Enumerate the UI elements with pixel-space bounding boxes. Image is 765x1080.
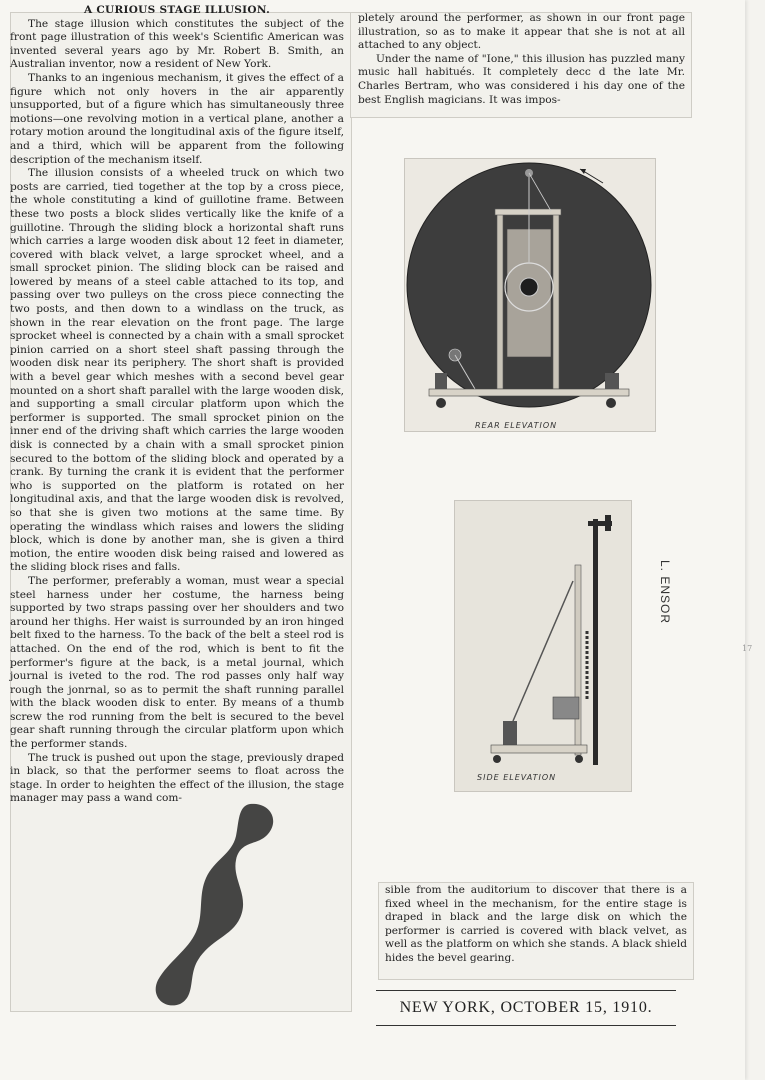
- paragraph-ione: Under the name of "Ione," this illusion has puzzled many music hall habitués. It completely decc d the late Mr. Charles Bertram, who was considered i his day one of the best English magicians. It was impos-: [358, 52, 685, 106]
- paragraph-conclusion: sible from the auditorium to discover that there is a fixed wheel in the mechanism, for the entire stage is draped in black and the large disk on which the performer is carried is covered with black velvet, as well as the platform on which she stands. A black shield hides the bevel gearing.: [385, 884, 687, 964]
- paragraph-intro: The stage illusion which constitutes the subject of the front page illustration of this week's Scientific American was invented several years ago by Mr. Robert B. Smith, an Australian inventor, now a resident of New York.: [10, 17, 344, 71]
- paragraph-harness: The performer, preferably a woman, must wear a special steel harness under her costume, the harness being supported by two straps passing over her shoulders and two around her thighs. Her waist is surrounded by an iron hinged belt fixed to the harness. To the back of the belt a steel rod is attached. On the end of the rod, which is bent to fit the performer's figure at the back, is a metal journal, which journal is iveted to the rod. The rod passes only half way rough the jonrnal, so as to permit the shaft running parallel with the black wooden disk to enter. By means of a thumb screw the rod running from the belt is secured to the bevel gear shaft running through the circular platform upon which the performer stands.: [10, 574, 344, 751]
- dateline: NEW YORK, OCTOBER 15, 1910.: [376, 990, 676, 1026]
- paragraph-continued: pletely around the performer, as shown in our front page illustration, so as to make it appear that she is not at all attached to any object.: [358, 12, 685, 52]
- side-elevation-figure: [454, 500, 632, 792]
- side-elevation-drawing: [455, 501, 631, 791]
- paragraph-mechanism: Thanks to an ingenious mechanism, it gives the effect of a figure which not only hovers in the air apparently unsupported, but of a figure which has simultaneously three motions—one revolving motion in a vertical plane, another a rotary motion around the longitudinal axis of the figure itself, and a third, which will be apparent from the following description of the mechanism itself.: [10, 71, 344, 166]
- paragraph-truck: The illusion consists of a wheeled truck on which two posts are carried, tied together at the top by a cross piece, the whole constituting a kind of guillotine frame. Between these two posts a block slides vertically like the knife of a guillotine. Through the sliding block a horizontal shaft runs which carries a large wooden disk about 12 feet in diameter, covered with black velvet, a large sprocket wheel, and a small sprocket pinion. The sliding block can be raised and lowered by means of a steel cable attached to its top, and passing over two pulleys on the cross piece connecting the two posts, and then down to a windlass on the truck, as shown in the rear elevation on the front page. The large sprocket wheel is connected by a chain with a small sprocket pinion carried on a short steel shaft passing through the wooden disk near its periphery. The short shaft is provided with a bevel gear which meshes with a second bevel gear mounted on a short shaft parallel with the large wooden disk, and supporting a small circular platform upon which the performer is supported. The small sprocket pinion on the inner end of the driving shaft which carries the large wooden disk is connected by a chain with a small sprocket pinion secured to the bottom of the sliding block and operated by a crank. By turning the crank it is evident that the performer who is supported on the platform is rotated on her longitudinal axis, and that the large wooden disk is revolved, so that she is given two motions at the same time. By operating the windlass which raises and lowers the sliding block, which is done by another man, she is given a third motion, the entire wooden disk being raised and lowered as the sliding block rises and falls.: [10, 167, 344, 574]
- rear-elevation-figure: [404, 158, 656, 432]
- article-right-bottom: [385, 884, 687, 966]
- rear-elevation-caption: REAR ELEVATION: [475, 421, 558, 430]
- side-elevation-caption: SIDE ELEVATION: [477, 773, 557, 782]
- rear-elevation-drawing: [405, 159, 655, 431]
- article-title: A CURIOUS STAGE ILLUSION.: [83, 4, 271, 16]
- paragraph-stage: The truck is pushed out upon the stage, previously draped in black, so that the performer seems to float across the stage. In order to heighten the effect of the illusion, the stage manager may pass a wand com-: [10, 751, 344, 805]
- side-signature-label: L. ENSOR: [658, 560, 672, 625]
- ink-stain: [140, 800, 300, 1010]
- article-left-column: [10, 4, 344, 806]
- margin-mark: 17: [742, 644, 753, 653]
- article-right-top: [358, 12, 685, 107]
